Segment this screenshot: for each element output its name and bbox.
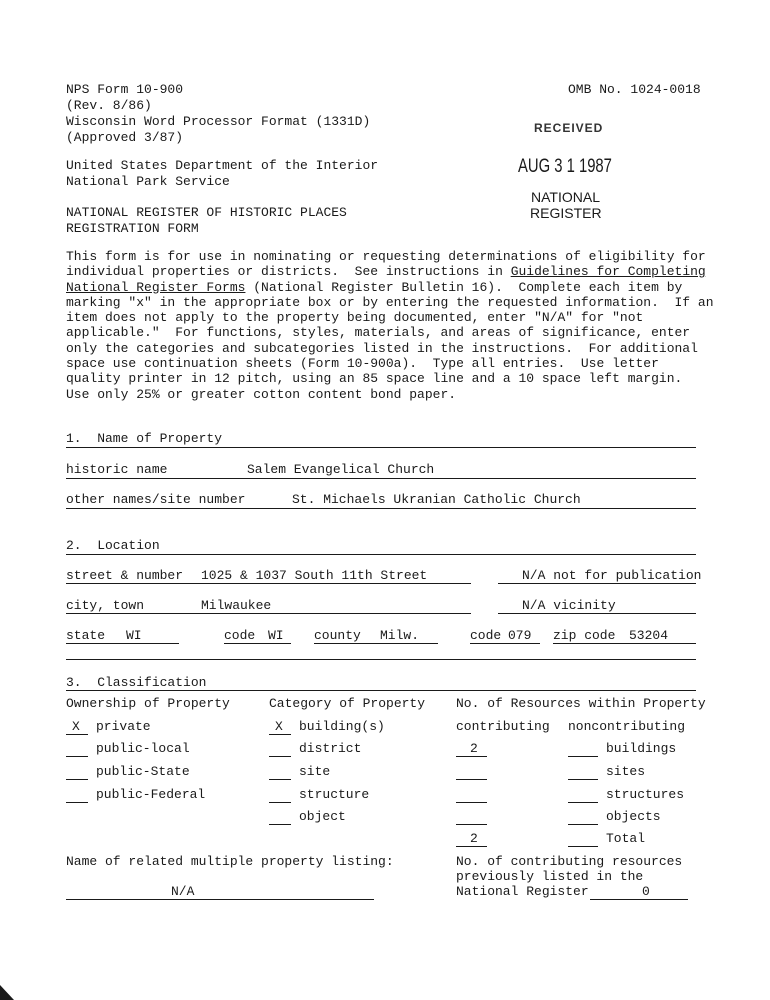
state-code-value[interactable]: WI xyxy=(268,628,284,643)
other-names-label: other names/site number xyxy=(66,492,246,507)
checkbox-blank xyxy=(269,734,291,735)
count-blank xyxy=(568,779,598,780)
resource-type: objects xyxy=(606,809,661,824)
category-option: district xyxy=(299,741,362,756)
instructions-text: individual properties or districts. See instructions in xyxy=(66,264,511,280)
scan-corner-mark xyxy=(0,985,14,1000)
multiple-listing-value[interactable]: N/A xyxy=(171,884,195,899)
county-code-value[interactable]: 079 xyxy=(508,628,532,643)
contributing-total[interactable]: 2 xyxy=(470,831,478,846)
received-date-stamp: AUG 3 1 1987 xyxy=(518,156,612,177)
instructions-line: quality printer in 12 pitch, using an 85 space line and a 10 space left margin. xyxy=(66,371,683,387)
section-divider xyxy=(66,554,696,555)
checkbox-blank xyxy=(269,779,291,780)
street-label: street & number xyxy=(66,568,184,583)
instructions-line xyxy=(66,264,706,279)
checkbox-blank xyxy=(66,779,88,780)
not-for-publication[interactable]: N/A not for publication xyxy=(522,568,702,583)
ownership-option: public-local xyxy=(96,741,190,756)
section3-heading: 3. Classification xyxy=(66,675,207,690)
department-name: United States Department of the Interior xyxy=(66,158,379,173)
instructions-line: space use continuation sheets (Form 10-900a). Type all entries. Use letter xyxy=(66,356,659,372)
city-value[interactable]: Milwaukee xyxy=(201,598,272,613)
field-underline xyxy=(66,899,374,900)
state-label: state xyxy=(66,628,106,643)
prev-listed-label: No. of contributing resources xyxy=(456,854,683,869)
guidelines-title: Guidelines for Completing xyxy=(510,264,706,280)
instructions-line xyxy=(66,280,706,295)
resource-type-total: Total xyxy=(606,831,646,846)
section-divider xyxy=(66,690,696,691)
historic-name-value[interactable]: Salem Evangelical Church xyxy=(247,462,435,477)
state-value[interactable]: WI xyxy=(126,628,142,643)
received-stamp: RECEIVED xyxy=(534,121,604,135)
zip-label: zip code xyxy=(553,628,616,643)
form-format: Wisconsin Word Processor Format (1331D) xyxy=(66,114,371,129)
street-value[interactable]: 1025 & 1037 South 11th Street xyxy=(201,568,428,583)
instructions-paragraph xyxy=(66,249,714,402)
checkbox-blank xyxy=(269,824,291,825)
form-approved: (Approved 3/87) xyxy=(66,130,184,145)
instructions-line: applicable." For functions, styles, materials, and areas of significance, enter xyxy=(66,325,691,341)
category-mark[interactable]: X xyxy=(275,719,283,734)
category-option: object xyxy=(299,809,346,824)
count-blank xyxy=(456,779,487,780)
prev-listed-value[interactable]: 0 xyxy=(642,884,650,899)
count-blank xyxy=(568,802,598,803)
field-underline xyxy=(66,508,696,509)
count-blank xyxy=(568,756,598,757)
ownership-mark[interactable]: X xyxy=(72,719,80,734)
category-header: Category of Property xyxy=(269,696,426,711)
ownership-header: Ownership of Property xyxy=(66,696,230,711)
field-underline xyxy=(498,613,696,614)
field-underline xyxy=(553,643,696,644)
count-blank xyxy=(568,846,598,847)
category-option: site xyxy=(299,764,331,779)
resource-type: structures xyxy=(606,787,685,802)
field-underline xyxy=(66,583,471,584)
resource-type: buildings xyxy=(606,741,677,756)
other-names-value[interactable]: St. Michaels Ukranian Catholic Church xyxy=(292,492,581,507)
field-underline xyxy=(66,478,696,479)
contributing-header: contributing xyxy=(456,719,550,734)
field-underline xyxy=(498,583,696,584)
form-number: NPS Form 10-900 xyxy=(66,82,184,97)
section-divider xyxy=(66,659,696,660)
county-code-label: code xyxy=(470,628,502,643)
county-label: county xyxy=(314,628,361,643)
instructions-line: This form is for use in nominating or requesting determinations of eligibility for xyxy=(66,249,706,264)
section2-heading: 2. Location xyxy=(66,538,160,553)
count-blank xyxy=(568,824,598,825)
form-title: REGISTRATION FORM xyxy=(66,221,199,236)
omb-number: OMB No. 1024-0018 xyxy=(568,82,701,97)
historic-name-label: historic name xyxy=(66,462,168,477)
stamp-national: NATIONAL xyxy=(531,189,600,205)
instructions-text: (National Register Bulletin 16). Complete each item by xyxy=(245,279,683,295)
resources-header: No. of Resources within Property xyxy=(456,696,706,711)
checkbox-blank xyxy=(66,756,88,757)
field-underline xyxy=(224,643,291,644)
section-divider xyxy=(66,447,696,448)
category-option: structure xyxy=(299,787,370,802)
ownership-option: private xyxy=(96,719,151,734)
contributing-count[interactable]: 2 xyxy=(470,741,478,756)
count-blank xyxy=(456,846,487,847)
service-name: National Park Service xyxy=(66,174,230,189)
code-label: code xyxy=(224,628,256,643)
stamp-register: REGISTER xyxy=(530,205,602,221)
section1-heading: 1. Name of Property xyxy=(66,431,223,446)
checkbox-blank xyxy=(66,802,88,803)
noncontributing-header: noncontributing xyxy=(568,719,686,734)
ownership-option: public-Federal xyxy=(96,787,206,802)
prev-listed-label: previously listed in the xyxy=(456,869,644,884)
resource-type: sites xyxy=(606,764,646,779)
checkbox-blank xyxy=(66,734,88,735)
field-underline xyxy=(470,643,540,644)
form-revision: (Rev. 8/86) xyxy=(66,98,152,113)
instructions-line: Use only 25% or greater cotton content bond paper. xyxy=(66,386,457,402)
zip-value[interactable]: 53204 xyxy=(629,628,669,643)
prev-listed-label: National Register xyxy=(456,884,589,899)
multiple-listing-label: Name of related multiple property listing: xyxy=(66,854,394,869)
instructions-line: only the categories and subcategories listed in the instructions. For additional xyxy=(66,340,698,356)
checkbox-blank xyxy=(269,756,291,757)
category-option: building(s) xyxy=(299,719,385,734)
register-title: NATIONAL REGISTER OF HISTORIC PLACES xyxy=(66,205,347,220)
instructions-line: marking "x" in the appropriate box or by entering the requested information. If an xyxy=(66,294,714,310)
checkbox-blank xyxy=(269,802,291,803)
count-blank xyxy=(456,756,487,757)
field-underline xyxy=(314,643,438,644)
forms-title: National Register Forms xyxy=(66,279,246,295)
field-underline xyxy=(590,899,688,900)
vicinity[interactable]: N/A vicinity xyxy=(522,598,616,613)
field-underline xyxy=(66,643,179,644)
field-underline xyxy=(66,613,471,614)
count-blank xyxy=(456,824,487,825)
city-label: city, town xyxy=(66,598,145,613)
count-blank xyxy=(456,802,487,803)
county-value[interactable]: Milw. xyxy=(380,628,420,643)
instructions-line: item does not apply to the property being documented, enter "N/A" for "not xyxy=(66,310,644,326)
ownership-option: public-State xyxy=(96,764,190,779)
